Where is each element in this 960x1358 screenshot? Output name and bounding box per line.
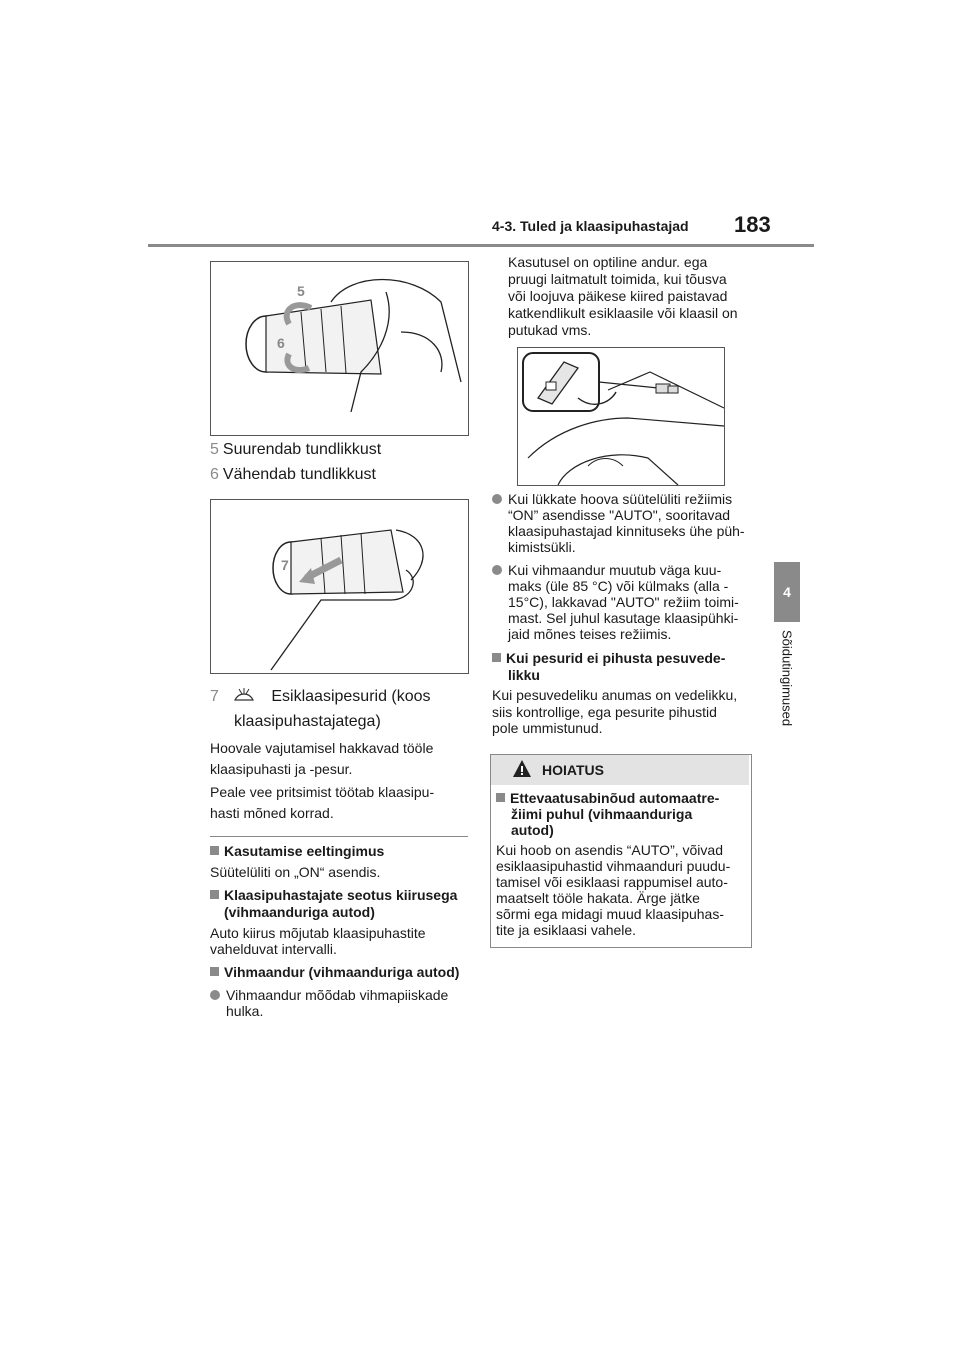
right-bullet-2e: jaid mõnes teises režiimis. xyxy=(508,626,672,642)
item-5-number: 5 xyxy=(210,441,219,458)
warning-triangle-icon xyxy=(512,759,532,779)
washer-icon xyxy=(233,686,255,704)
warning-line-1: Kui hoob on asendis “AUTO”, võivad xyxy=(496,842,723,858)
right-bullet-2c: 15°C), lakkavad "AUTO" režiim toimi- xyxy=(508,594,739,610)
right-bullet-2a: Kui vihmaandur muutub väga kuu- xyxy=(508,562,722,578)
right-bullet-1a: Kui lükkate hoova süütelüliti režiimis xyxy=(508,491,733,507)
right-bullet-2 xyxy=(492,562,721,579)
round-bullet-icon xyxy=(210,990,220,1000)
square-bullet-icon xyxy=(492,653,501,662)
item-6 xyxy=(210,465,376,485)
section-2-body-b: vahelduvat intervalli. xyxy=(210,941,337,957)
warning-heading xyxy=(496,790,719,807)
warning-line-2: esiklaasipuhastid vihmaanduri puudu- xyxy=(496,858,731,874)
section-3-heading xyxy=(210,964,459,981)
section-4-heading xyxy=(492,650,725,667)
right-top-e: putukad vms. xyxy=(508,322,592,338)
warning-heading-b: žiimi puhul (vihmaanduriga xyxy=(511,806,693,822)
right-top-c: või loojuva päikese kiired paistavad xyxy=(508,288,728,304)
section-1-heading xyxy=(210,843,384,860)
section-4-body-c: pole ummistunud. xyxy=(492,720,603,736)
warning-heading-a: Ettevaatusabinõud automaatre- xyxy=(510,790,720,806)
para-2a: Peale vee pritsimist töötab klaasipu- xyxy=(210,784,435,800)
section-2-title-b: (vihmaanduriga autod) xyxy=(224,904,375,920)
item-5-text: Suurendab tundlikkust xyxy=(222,441,382,458)
square-bullet-icon xyxy=(496,793,505,802)
para-1b: klaasipuhasti ja -pesur. xyxy=(210,761,353,777)
square-bullet-icon xyxy=(210,890,219,899)
right-bullet-2d: mast. Sel juhul kasutage klaasipühki- xyxy=(508,610,739,626)
para-2b: hasti mõned korrad. xyxy=(210,805,334,821)
right-top-a: Kasutusel on optiline andur. ega xyxy=(508,254,708,270)
fig-label-7: 7 xyxy=(281,557,289,573)
section-1-body: Süütelüliti on „ON“ asendis. xyxy=(210,864,381,880)
figure-rain-sensor xyxy=(517,347,725,486)
warning-line-6: tite ja esiklaasi vahele. xyxy=(496,922,637,938)
page-number: 183 xyxy=(734,212,771,237)
fig-label-6: 6 xyxy=(277,335,285,351)
section-3-bullet-b: hulka. xyxy=(226,1003,264,1019)
right-bullet-1 xyxy=(492,491,732,508)
warning-line-3: tamisel või esiklaasi rappumisel auto- xyxy=(496,874,728,890)
square-bullet-icon xyxy=(210,846,219,855)
section-4-title-a: Kui pesurid ei pihusta pesuvede- xyxy=(506,650,726,666)
section-4-body-b: siis kontrollige, ega pesurite pihustid xyxy=(492,704,717,720)
round-bullet-icon xyxy=(492,494,502,504)
section-2-body-a: Auto kiirus mõjutab klaasipuhastite xyxy=(210,925,426,941)
section-divider xyxy=(210,836,468,837)
warning-line-4: maatselt tööle hakata. Ärge jätke xyxy=(496,890,700,906)
section-3-bullet-a: Vihmaandur mõõdab vihmapiiskade xyxy=(226,987,449,1003)
round-bullet-icon xyxy=(492,565,502,575)
stalk-push-illustration xyxy=(211,500,468,673)
item-5 xyxy=(210,440,381,460)
right-bullet-1c: klaasipuhastajad kinnituseks ühe püh- xyxy=(508,523,745,539)
warning-title: HOIATUS xyxy=(542,762,604,778)
section-4-title-b: likku xyxy=(508,667,540,683)
fig-label-5: 5 xyxy=(297,283,305,299)
right-top-b: pruugi laitmatult toimida, kui tõusva xyxy=(508,271,727,287)
item-7-text-a: Esiklaasipesurid (koos xyxy=(271,688,431,705)
section-2-title-a: Klaasipuhastajate seotus kiirusega xyxy=(224,887,458,903)
right-bullet-1b: “ON” asendisse "AUTO", sooritavad xyxy=(508,507,731,523)
section-title: 4-3. Tuled ja klaasipuhastajad xyxy=(492,218,689,234)
chapter-title: Sõidutingimused xyxy=(779,630,795,727)
item-6-number: 6 xyxy=(210,466,219,483)
item-7 xyxy=(210,686,431,707)
chapter-tab: 4 xyxy=(774,562,800,622)
right-bullet-1d: kimistsükli. xyxy=(508,539,576,555)
right-bullet-2b: maks (üle 85 °C) või külmaks (alla - xyxy=(508,578,729,594)
section-3-bullet xyxy=(210,987,448,1004)
right-top-d: katkendlikult esiklaasile või klaasil on xyxy=(508,305,738,321)
warning-heading-c: autod) xyxy=(511,822,554,838)
section-3-title: Vihmaandur (vihmaanduriga autod) xyxy=(224,964,460,980)
figure-washer-push xyxy=(210,499,469,674)
item-7-number: 7 xyxy=(210,688,219,705)
item-7-text-b: klaasipuhastajatega) xyxy=(234,713,381,730)
para-1a: Hoovale vajutamisel hakkavad tööle xyxy=(210,740,434,756)
section-1-title: Kasutamise eeltingimus xyxy=(224,843,385,859)
header-rule xyxy=(148,244,814,247)
warning-line-5: sõrmi ega midagi muud klaasipuhas- xyxy=(496,906,724,922)
rain-sensor-illustration xyxy=(518,348,724,485)
square-bullet-icon xyxy=(210,967,219,976)
section-4-body-a: Kui pesuvedeliku anumas on vedelikku, xyxy=(492,687,738,703)
figure-sensitivity-dial xyxy=(210,261,469,436)
item-6-text: Vähendab tundlikkust xyxy=(222,466,376,483)
section-2-heading xyxy=(210,887,457,904)
stalk-dial-illustration xyxy=(211,262,468,435)
